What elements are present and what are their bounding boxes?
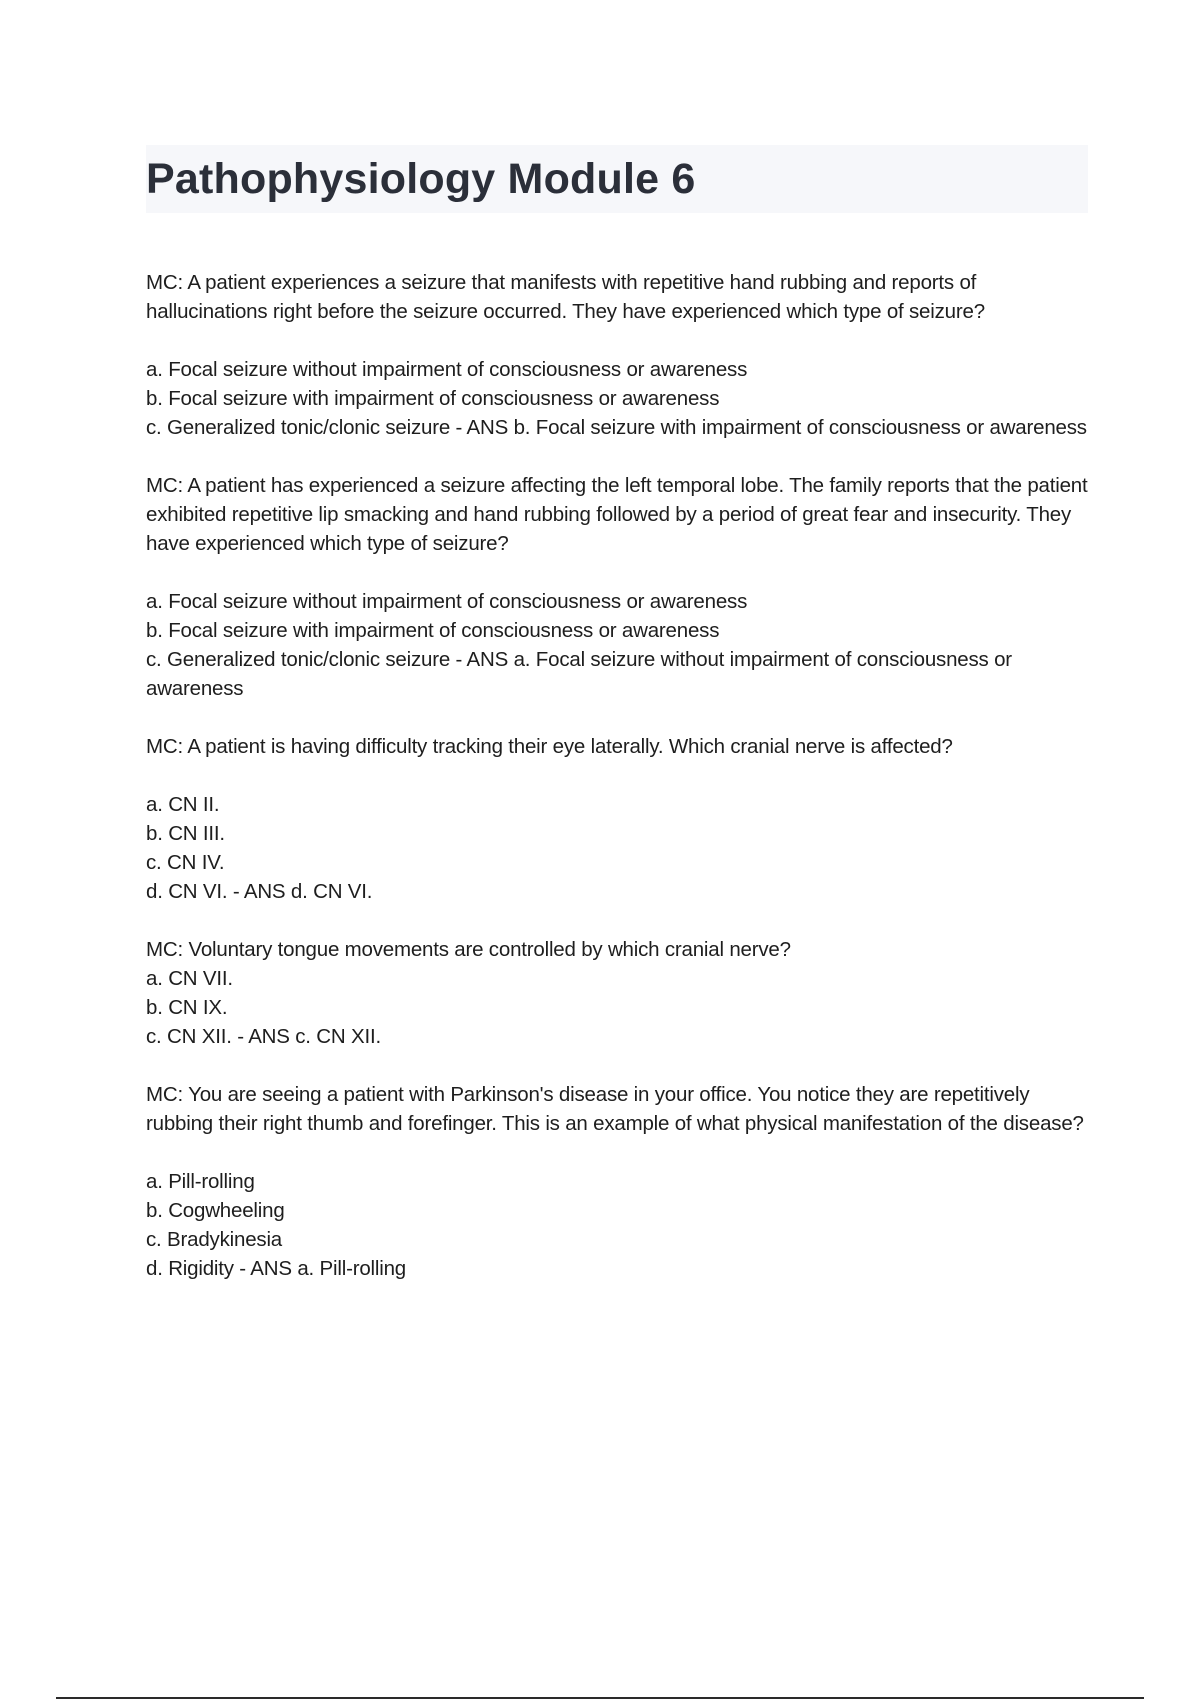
answer-options (146, 587, 1088, 703)
answer-option: b. Focal seizure with impairment of consciousness or awareness (146, 387, 720, 410)
answer-option: c. CN XII. - ANS c. CN XII. (146, 1025, 381, 1048)
answer-options (146, 790, 1088, 906)
question-text: MC: You are seeing a patient with Parkinson's disease in your office. You notice they are repetitively rubbing their right thumb and forefinger. This is an example of what physical manifestation of the disease? (146, 1083, 1084, 1135)
title-banner (146, 145, 1088, 213)
answer-option: b. CN III. (146, 822, 225, 845)
question-stem (146, 268, 1088, 326)
answer-options (146, 1167, 1088, 1283)
answer-option: c. Generalized tonic/clonic seizure - ANS a. Focal seizure without impairment of consciousness or awareness (146, 648, 1012, 700)
answer-option: b. CN IX. (146, 996, 228, 1019)
question-list (146, 268, 1088, 1312)
question-text: MC: A patient is having difficulty tracking their eye laterally. Which cranial nerve is affected? (146, 735, 953, 758)
answer-option: d. Rigidity - ANS a. Pill-rolling (146, 1257, 406, 1280)
answer-options (146, 355, 1088, 442)
question-text: MC: Voluntary tongue movements are controlled by which cranial nerve? (146, 938, 791, 961)
footer-divider (56, 1697, 1144, 1699)
answer-option: c. CN IV. (146, 851, 225, 874)
page-title: Pathophysiology Module 6 (146, 155, 696, 203)
question-stem (146, 471, 1088, 558)
answer-option: b. Cogwheeling (146, 1199, 285, 1222)
answer-option: c. Bradykinesia (146, 1228, 283, 1251)
question-stem (146, 1080, 1088, 1138)
answer-option: a. Focal seizure without impairment of consciousness or awareness (146, 590, 748, 613)
answer-option: a. CN II. (146, 793, 220, 816)
question-text: MC: A patient experiences a seizure that manifests with repetitive hand rubbing and reports of hallucinations right before the seizure occurred. They have experienced which type of seizure? (146, 271, 985, 323)
question-stem (146, 732, 1088, 761)
answer-option: b. Focal seizure with impairment of consciousness or awareness (146, 619, 720, 642)
answer-option: a. CN VII. (146, 967, 233, 990)
answer-option: a. Pill-rolling (146, 1170, 255, 1193)
question-text: MC: A patient has experienced a seizure affecting the left temporal lobe. The family reports that the patient exhibited repetitive lip smacking and hand rubbing followed by a period of great fear and insecurity. They have experienced which type of seizure? (146, 474, 1088, 555)
answer-option: c. Generalized tonic/clonic seizure - ANS b. Focal seizure with impairment of consciousness or awareness (146, 416, 1087, 439)
answer-option: d. CN VI. - ANS d. CN VI. (146, 880, 373, 903)
question-with-options (146, 935, 1088, 1051)
answer-option: a. Focal seizure without impairment of consciousness or awareness (146, 358, 748, 381)
